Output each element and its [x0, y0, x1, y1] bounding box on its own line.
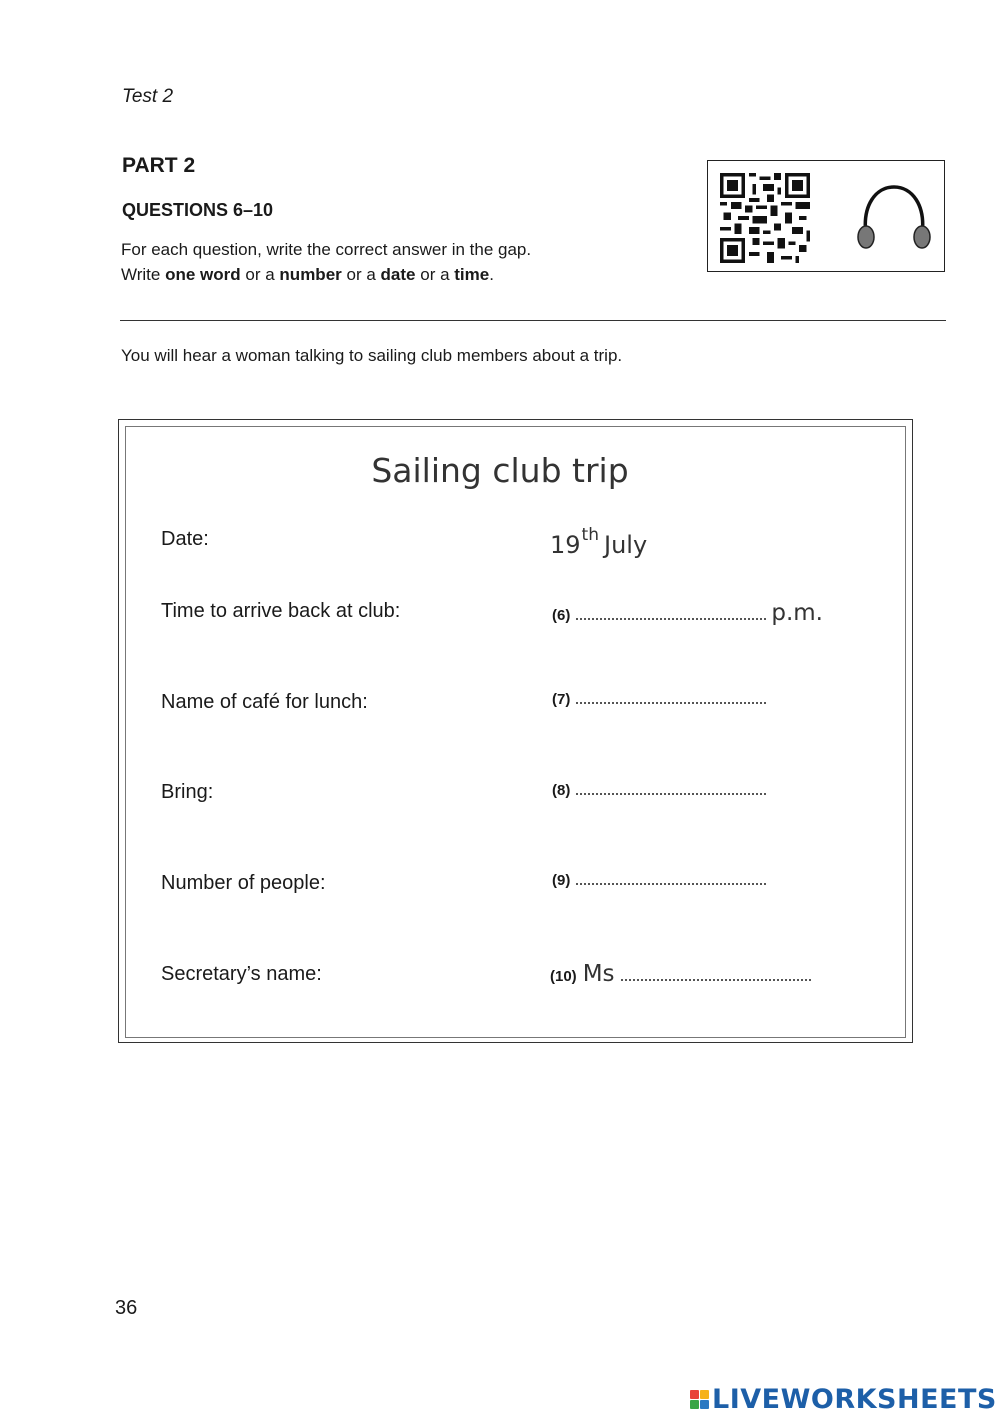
date-value — [550, 525, 647, 559]
instruction-text: Write — [121, 265, 161, 284]
date-label: Date: — [161, 528, 209, 550]
row-label-10: Secretary’s name: — [161, 963, 322, 985]
test-label: Test 2 — [122, 86, 174, 107]
date-day: 19 — [550, 531, 581, 559]
instruction-text: . — [489, 265, 494, 284]
answer-gap-8[interactable] — [576, 781, 766, 795]
answer-gap-6[interactable] — [576, 606, 766, 620]
question-number: (10) — [550, 968, 577, 985]
instruction-line-1: For each question, write the correct answer in the gap. — [121, 240, 532, 259]
listening-context: You will hear a woman talking to sailing club members about a trip. — [121, 346, 623, 365]
audio-media-box — [707, 160, 945, 272]
part-title: PART 2 — [122, 154, 196, 177]
row-label-8: Bring: — [161, 781, 214, 803]
section-divider — [120, 320, 946, 321]
instruction-text: or a — [245, 265, 275, 284]
date-suffix: th — [581, 525, 599, 545]
instruction-emphasis: date — [380, 265, 416, 284]
form-box — [118, 419, 913, 1043]
questions-title: QUESTIONS 6–10 — [122, 200, 274, 220]
brand-tiles-icon — [690, 1390, 709, 1409]
instruction-text: or a — [346, 265, 376, 284]
gap-suffix: p.m. — [771, 600, 823, 626]
page-number: 36 — [115, 1297, 138, 1319]
brand-logo[interactable] — [690, 1381, 997, 1417]
answer-gap-7[interactable] — [576, 690, 766, 704]
headphones-icon — [854, 183, 934, 255]
instruction-emphasis: time — [454, 265, 490, 284]
gap-7 — [552, 690, 766, 709]
row-label-9: Number of people: — [161, 872, 326, 894]
date-month: July — [604, 531, 648, 559]
form-inner-border — [125, 426, 906, 1038]
answer-gap-9[interactable] — [576, 871, 766, 885]
answer-gap-10[interactable] — [621, 967, 811, 981]
gap-10 — [550, 961, 811, 987]
gap-8 — [552, 781, 766, 800]
row-label-6: Time to arrive back at club: — [161, 600, 401, 622]
gap-prefix: Ms — [582, 961, 615, 987]
gap-6 — [552, 600, 823, 626]
question-number: (9) — [552, 872, 571, 889]
form-title: Sailing club trip — [371, 451, 629, 490]
qr-code-icon[interactable] — [720, 173, 810, 263]
instruction-text: or a — [420, 265, 450, 284]
instruction-emphasis: number — [279, 265, 342, 284]
question-number: (7) — [552, 691, 571, 708]
instruction-emphasis: one word — [165, 265, 241, 284]
question-number: (6) — [552, 607, 571, 624]
question-number: (8) — [552, 782, 571, 799]
row-label-7: Name of café for lunch: — [161, 691, 368, 713]
instruction-line-2 — [121, 265, 494, 285]
gap-9 — [552, 871, 766, 890]
brand-text: LIVEWORKSHEETS — [712, 1383, 997, 1415]
